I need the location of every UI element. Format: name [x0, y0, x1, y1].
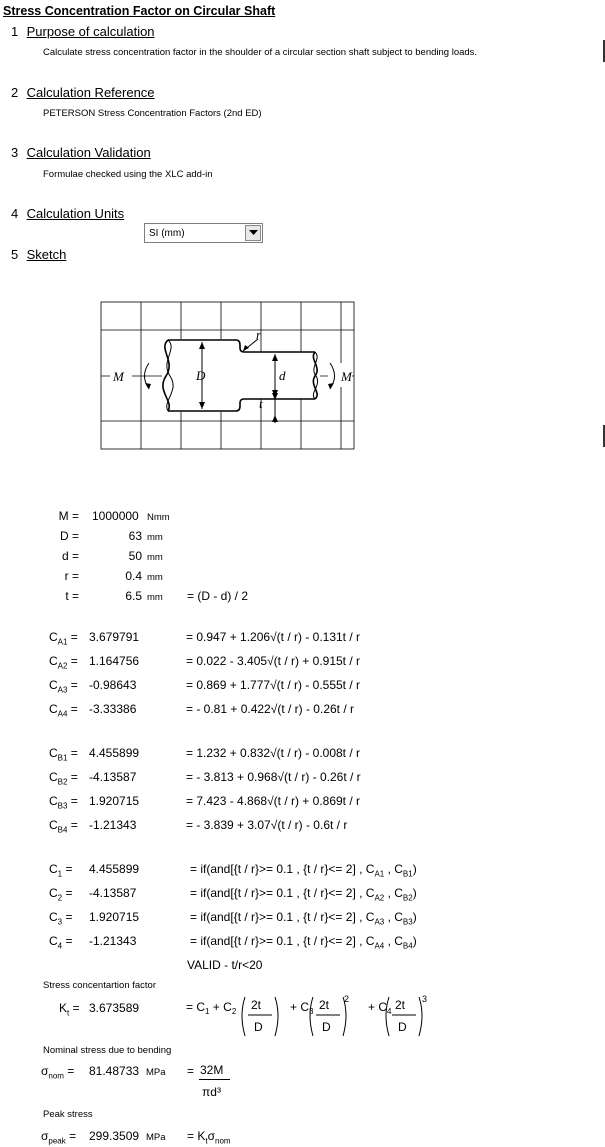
coef-label-ca: $C_{A3}$ = [49, 678, 78, 695]
coef-value: -4.13587 [89, 770, 137, 784]
coef-value: 4.455899 [89, 746, 140, 760]
peak-unit: MPa [146, 1132, 166, 1143]
validity-status: VALID - t/r<20 [187, 958, 263, 972]
peak-value: 299.3509 [89, 1129, 140, 1143]
coef-subscript: B3 [57, 801, 68, 811]
section-4-heading [11, 206, 124, 221]
coef-subscript: 4 [57, 941, 63, 951]
nominal-subscript: nom [48, 1071, 64, 1081]
coef-label-cb: $C_{B4}$ = [49, 818, 78, 835]
input-label-M: M = [58, 509, 79, 523]
coef-formula: = 0.869 + 1.777√(t / r) - 0.555t / r [186, 678, 361, 692]
section-title: Calculation Units [26, 206, 125, 221]
svg-text:+ C3: + $C_3$ [290, 1000, 314, 1016]
peak-label: $\sigma_{peak}$ = [41, 1129, 77, 1146]
coef-subscript: B1 [57, 753, 68, 763]
kt-label: $K_t$ = [59, 1001, 80, 1018]
input-value-D: 63 [128, 529, 142, 543]
coef-value: 1.164756 [89, 654, 140, 668]
coef-value: -0.98643 [89, 678, 137, 692]
coef-formula: = 1.232 + 0.832√(t / r) - 0.008t / r [186, 746, 361, 760]
section-number: 3 [11, 145, 19, 160]
section-number: 2 [11, 85, 19, 100]
nominal-fraction-line [199, 1079, 230, 1080]
section-title: Calculation Validation [26, 145, 151, 160]
peak-formula-sub1: t [205, 1136, 208, 1146]
peak-caption: Peak stress [43, 1109, 93, 1120]
formula-text: ) [412, 886, 417, 900]
sigma-symbol: σ [41, 1064, 49, 1078]
coef-formula [190, 910, 417, 926]
coef-symbol: C [49, 630, 58, 644]
input-unit-r: mm [147, 572, 163, 583]
kt-formula [186, 992, 436, 1042]
formula-text: , C [384, 862, 403, 876]
coef-symbol: C [49, 702, 58, 716]
nominal-eq: = [187, 1064, 195, 1078]
coef-symbol: C [49, 818, 58, 832]
coef-subscript: 3 [57, 917, 63, 927]
formula-text: , C [384, 886, 403, 900]
coef-formula: = - 0.81 + 0.422√(t / r) - 0.26t / r [186, 702, 354, 716]
coef-label-ca: $C_{A1}$ = [49, 630, 78, 647]
section-title: Purpose of calculation [26, 24, 155, 39]
coef-value: 1.920715 [89, 910, 140, 924]
coef-label-c: $C_1$ = [49, 862, 73, 879]
section-number: 1 [11, 24, 19, 39]
coef-label-c: $C_3$ = [49, 910, 73, 927]
coef-symbol: C [49, 746, 58, 760]
moment-label-left: M [113, 369, 124, 384]
input-label-r: r = [64, 569, 79, 583]
section-3-heading [11, 145, 151, 160]
peak-formula-prefix: = K [187, 1129, 206, 1143]
coef-formula: = - 3.839 + 3.07√(t / r) - 0.6t / r [186, 818, 348, 832]
units-select-value: SI (mm) [149, 228, 185, 239]
peak-formula-sigma: σ [207, 1129, 215, 1143]
coef-value: 3.679791 [89, 630, 140, 644]
small-diameter-label: d [279, 368, 286, 383]
coef-subscript: 2 [57, 893, 63, 903]
kt-value: 3.673589 [89, 1001, 140, 1015]
input-unit-t: mm [147, 592, 163, 603]
sigma-symbol: σ [41, 1129, 49, 1143]
coef-subscript: A2 [57, 661, 68, 671]
section-1-heading [11, 24, 155, 39]
nominal-unit: MPa [146, 1067, 166, 1078]
coef-subscript: A3 [57, 685, 68, 695]
input-value-r: 0.4 [125, 569, 142, 583]
nominal-label: $\sigma_{nom}$ = [41, 1064, 75, 1081]
coef-symbol: C [49, 862, 58, 876]
formula-text: = if(and[{t / r}>= 0.1 , {t / r}<= 2] , C [190, 862, 375, 876]
nominal-numerator: 32M [200, 1063, 224, 1077]
coef-formula: = 7.423 - 4.868√(t / r) + 0.869t / r [186, 794, 361, 808]
coef-subscript: A4 [57, 709, 68, 719]
nominal-caption: Nominal stress due to bending [43, 1045, 172, 1056]
step-height-label: t [259, 396, 263, 411]
svg-text:= C1 + C2: = $C_1 + C_2$ [186, 1000, 237, 1016]
formula-text: ) [412, 862, 417, 876]
input-unit-M: Nmm [147, 512, 170, 523]
frac-den-2: D [322, 1020, 331, 1034]
formula-sub: B3 [402, 917, 413, 927]
section-title: Sketch [26, 247, 67, 262]
chevron-down-icon [249, 230, 258, 236]
coef-value: -3.33386 [89, 702, 137, 716]
formula-sub: B1 [402, 869, 413, 879]
coef-symbol: C [49, 770, 58, 784]
frac-num-3: 2t [395, 998, 406, 1012]
coef-formula: = - 3.813 + 0.968√(t / r) - 0.26t / r [186, 770, 361, 784]
coef-symbol: C [49, 886, 58, 900]
coef-subscript: 1 [57, 869, 63, 879]
section-1-description: Calculate stress concentration factor in the shoulder of a circular section shaft subject to bending loads. [43, 47, 478, 58]
peak-subscript: peak [48, 1136, 66, 1146]
input-label-d: d = [61, 549, 79, 563]
frac-den-3: D [398, 1020, 407, 1034]
coef-label-cb: $C_{B2}$ = [49, 770, 78, 787]
formula-sub: A1 [374, 869, 385, 879]
formula-text: = if(and[{t / r}>= 0.1 , {t / r}<= 2] , C [190, 910, 375, 924]
section-number: 4 [11, 206, 19, 221]
input-unit-d: mm [147, 552, 163, 563]
units-select[interactable] [144, 223, 263, 243]
coef-formula [190, 934, 417, 950]
kt-caption: Stress concentartion factor [43, 980, 156, 991]
input-unit-D: mm [147, 532, 163, 543]
diameter-label: D [196, 368, 206, 383]
frac-num-1: 2t [251, 998, 262, 1012]
input-value-M: 1000000 [92, 509, 139, 523]
power-2: 2 [344, 994, 350, 1004]
shaft-sketch [100, 301, 356, 451]
power-3: 3 [422, 994, 428, 1004]
coef-value: -1.21343 [89, 934, 137, 948]
input-label-t: t = [65, 589, 79, 603]
formula-sub: A3 [374, 917, 385, 927]
nominal-value: 81.48733 [89, 1064, 140, 1078]
formula-sub: A4 [374, 941, 385, 951]
formula-text: = if(and[{t / r}>= 0.1 , {t / r}<= 2] , C [190, 886, 375, 900]
coef-subscript: B4 [57, 825, 68, 835]
coef-formula: = 0.022 - 3.405√(t / r) + 0.915t / r [186, 654, 361, 668]
dropdown-arrow-button[interactable] [245, 225, 261, 241]
input-value-t: 6.5 [125, 589, 142, 603]
section-number: 5 [11, 247, 19, 262]
coef-label-ca: $C_{A4}$ = [49, 702, 78, 719]
formula-text: = if(and[{t / r}>= 0.1 , {t / r}<= 2] , C [190, 934, 375, 948]
formula-text: , C [384, 934, 403, 948]
coef-formula [190, 862, 417, 878]
coef-label-c: $C_4$ = [49, 934, 73, 951]
section-3-description: Formulae checked using the XLC add-in [43, 169, 213, 180]
coef-value: 1.920715 [89, 794, 140, 808]
peak-formula-sub2: nom [215, 1136, 231, 1146]
coef-label-ca: $C_{A2}$ = [49, 654, 78, 671]
moment-label-right: M [341, 369, 352, 384]
section-title: Calculation Reference [26, 85, 155, 100]
page-title: Stress Concentration Factor on Circular Shaft [3, 4, 276, 18]
kt-subscript: t [67, 1008, 70, 1018]
peak-formula [187, 1129, 231, 1145]
frac-num-2: 2t [319, 998, 330, 1012]
formula-t: = (D - d) / 2 [187, 589, 249, 603]
coef-symbol: C [49, 654, 58, 668]
section-5-heading [11, 247, 66, 262]
formula-sub: A2 [374, 893, 385, 903]
formula-sub: B4 [402, 941, 413, 951]
section-2-heading [11, 85, 155, 100]
coef-formula: = 0.947 + 1.206√(t / r) - 0.131t / r [186, 630, 361, 644]
formula-text: ) [412, 910, 417, 924]
coef-label-cb: $C_{B1}$ = [49, 746, 78, 763]
formula-text: , C [384, 910, 403, 924]
coef-value: -4.13587 [89, 886, 137, 900]
coef-label-cb: $C_{B3}$ = [49, 794, 78, 811]
coef-label-c: $C_2$ = [49, 886, 73, 903]
formula-text: ) [412, 934, 417, 948]
input-value-d: 50 [128, 549, 142, 563]
radius-label: r [256, 327, 262, 342]
coef-value: -1.21343 [89, 818, 137, 832]
nominal-denominator: πd³ [202, 1085, 221, 1099]
input-label-D: D = [59, 529, 79, 543]
coef-formula [190, 886, 417, 902]
frac-den-1: D [254, 1020, 263, 1034]
svg-text:+ C4: + $C_4$ [368, 1000, 392, 1016]
section-2-description: PETERSON Stress Concentration Factors (2nd ED) [43, 108, 262, 119]
coef-subscript: B2 [57, 777, 68, 787]
coef-symbol: C [49, 910, 58, 924]
coef-symbol: C [49, 934, 58, 948]
formula-sub: B2 [402, 893, 413, 903]
kt-symbol: K [59, 1001, 68, 1015]
coef-value: 4.455899 [89, 862, 140, 876]
coef-subscript: A1 [57, 637, 68, 647]
coef-symbol: C [49, 678, 58, 692]
coef-symbol: C [49, 794, 58, 808]
